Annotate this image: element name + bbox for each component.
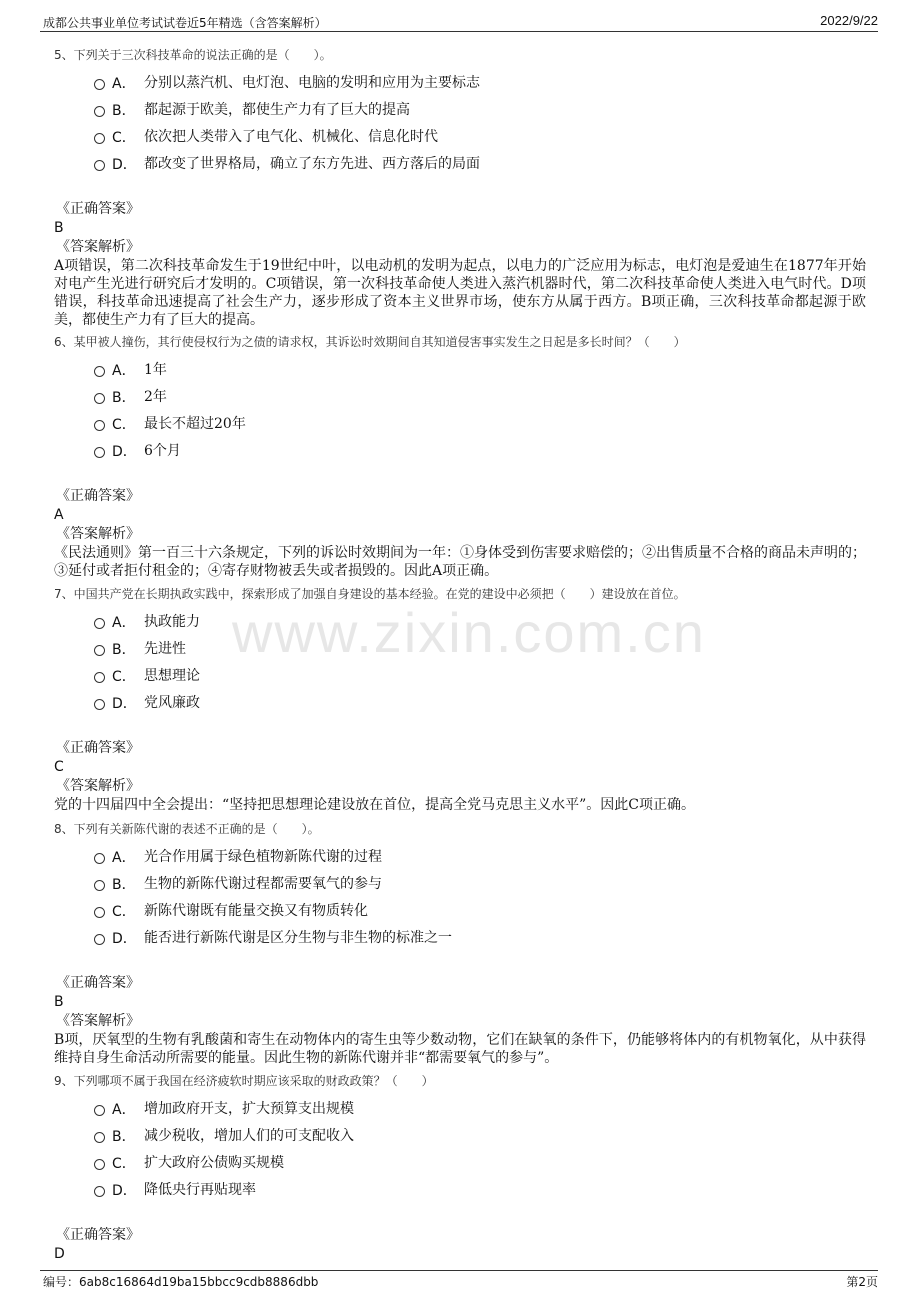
radio-button[interactable] — [94, 79, 105, 90]
option-label: A． — [112, 76, 136, 92]
option-d[interactable] — [54, 1177, 884, 1204]
option-text: 都改变了世界格局，确立了东方先进、西方落后的局面 — [144, 156, 480, 172]
question-text: 9、下列哪项不属于我国在经济疲软时期应该采取的财政政策？（ ） — [54, 1074, 434, 1088]
answer-value: C — [54, 759, 64, 775]
option-d[interactable] — [54, 151, 884, 178]
analysis-heading: 《答案解析》 — [56, 239, 140, 255]
option-text: 思想理论 — [144, 668, 200, 684]
option-label: A． — [112, 363, 136, 379]
option-b[interactable] — [54, 1123, 884, 1150]
option-label: D． — [112, 1183, 137, 1199]
question-9 — [54, 1072, 884, 1264]
radio-button[interactable] — [94, 160, 105, 171]
answer-value: A — [54, 507, 64, 523]
option-c[interactable] — [54, 663, 884, 690]
radio-button[interactable] — [94, 106, 105, 117]
option-c[interactable] — [54, 124, 884, 151]
question-text: 7、中国共产党在长期执政实践中，探索形成了加强自身建设的基本经验。在党的建设中必须把（ ）建设放在首位。 — [54, 587, 686, 601]
question-text: 5、下列关于三次科技革命的说法正确的是（ ）。 — [54, 48, 332, 62]
analysis-heading: 《答案解析》 — [56, 526, 140, 542]
answer-heading: 《正确答案》 — [56, 1227, 140, 1243]
option-c[interactable] — [54, 1150, 884, 1177]
radio-button[interactable] — [94, 672, 105, 683]
question-7 — [54, 585, 884, 814]
option-text: 减少税收，增加人们的可支配收入 — [144, 1128, 354, 1144]
option-text: 光合作用属于绿色植物新陈代谢的过程 — [144, 849, 382, 865]
option-label: C． — [112, 669, 136, 685]
radio-button[interactable] — [94, 934, 105, 945]
analysis-text: 党的十四届四中全会提出：“坚持把思想理论建设放在首位，提高全党马克思主义水平”。因此C项正确。 — [54, 797, 696, 813]
option-a[interactable] — [54, 844, 884, 871]
answer-heading: 《正确答案》 — [56, 975, 140, 991]
option-label: B． — [112, 1129, 136, 1145]
answer-heading: 《正确答案》 — [56, 201, 140, 217]
option-label: B． — [112, 390, 136, 406]
option-label: A． — [112, 850, 136, 866]
question-text: 8、下列有关新陈代谢的表述不正确的是（ ）。 — [54, 822, 320, 836]
option-label: D． — [112, 696, 137, 712]
radio-button[interactable] — [94, 393, 105, 404]
option-b[interactable] — [54, 871, 884, 898]
option-a[interactable] — [54, 357, 884, 384]
option-a[interactable] — [54, 70, 884, 97]
radio-button[interactable] — [94, 1105, 105, 1116]
analysis-text: A项错误，第二次科技革命发生于19世纪中叶，以电动机的发明为起点，以电力的广泛应用为标志，电灯泡是爱迪生在1877年开始对电产生光进行研究后才发明的。C项错误，第一次科技革命使人类进入蒸汽机器时代，第二次科技革命使人类进入电气时代。D项错误，科技革命迅速提高了社会生产力，逐步形成了资本主义世界市场，使东方从属于西方。B项正确，三次科技革命都起源于欧美，都使生产力有了巨大的提高。 — [54, 258, 866, 328]
option-text: 最长不超过20年 — [144, 416, 246, 432]
radio-button[interactable] — [94, 618, 105, 629]
radio-button[interactable] — [94, 853, 105, 864]
option-b[interactable] — [54, 636, 884, 663]
answer-value: B — [54, 220, 64, 236]
option-text: 扩大政府公债购买规模 — [144, 1155, 284, 1171]
radio-button[interactable] — [94, 366, 105, 377]
answer-value: B — [54, 994, 64, 1010]
option-label: D． — [112, 157, 137, 173]
radio-button[interactable] — [94, 420, 105, 431]
option-label: B． — [112, 642, 136, 658]
option-label: C． — [112, 130, 136, 146]
option-label: D． — [112, 444, 137, 460]
option-c[interactable] — [54, 898, 884, 925]
option-a[interactable] — [54, 1096, 884, 1123]
option-d[interactable] — [54, 438, 884, 465]
option-label: A． — [112, 615, 136, 631]
watermark: www.zixin.com.cn — [232, 601, 706, 664]
radio-button[interactable] — [94, 699, 105, 710]
page-number: 第2页 — [846, 1275, 878, 1289]
document-title: 成都公共事业单位考试试卷近5年精选（含答案解析） — [43, 16, 327, 30]
radio-button[interactable] — [94, 1132, 105, 1143]
option-text: 党风廉政 — [144, 695, 200, 711]
option-label: C． — [112, 904, 136, 920]
document-date: 2022/9/22 — [820, 13, 878, 28]
option-text: 分别以蒸汽机、电灯泡、电脑的发明和应用为主要标志 — [144, 75, 480, 91]
option-label: C． — [112, 417, 136, 433]
radio-button[interactable] — [94, 1186, 105, 1197]
option-text: 6个月 — [144, 443, 181, 459]
option-text: 生物的新陈代谢过程都需要氧气的参与 — [144, 876, 382, 892]
analysis-text: 《民法通则》第一百三十六条规定，下列的诉讼时效期间为一年：①身体受到伤害要求赔偿的；②出售质量不合格的商品未声明的；③延付或者拒付租金的；④寄存财物被丢失或者损毁的。因此A项正确。 — [54, 545, 866, 579]
option-label: D． — [112, 931, 137, 947]
option-text: 能否进行新陈代谢是区分生物与非生物的标准之一 — [144, 930, 452, 946]
analysis-heading: 《答案解析》 — [56, 778, 140, 794]
option-text: 依次把人类带入了电气化、机械化、信息化时代 — [144, 129, 438, 145]
question-6 — [54, 333, 884, 580]
header-divider — [40, 31, 878, 32]
question-text: 6、某甲被人撞伤，其行使侵权行为之债的请求权，其诉讼时效期间自其知道侵害事实发生之日起是多长时间？（ ） — [54, 335, 686, 349]
answer-value: D — [54, 1246, 65, 1262]
radio-button[interactable] — [94, 447, 105, 458]
option-text: 1年 — [144, 362, 167, 378]
question-8 — [54, 820, 884, 1067]
answer-heading: 《正确答案》 — [56, 740, 140, 756]
answer-heading: 《正确答案》 — [56, 488, 140, 504]
option-b[interactable] — [54, 97, 884, 124]
option-b[interactable] — [54, 384, 884, 411]
footer-divider — [40, 1270, 878, 1271]
question-5 — [54, 46, 884, 329]
option-text: 2年 — [144, 389, 167, 405]
document-code: 编号：6ab8c16864d19ba15bbcc9cdb8886dbb — [43, 1275, 319, 1289]
radio-button[interactable] — [94, 907, 105, 918]
radio-button[interactable] — [94, 133, 105, 144]
page-header — [40, 10, 878, 32]
option-text: 都起源于欧美，都使生产力有了巨大的提高 — [144, 102, 410, 118]
option-label: B． — [112, 877, 136, 893]
radio-button[interactable] — [94, 880, 105, 891]
analysis-text: B项，厌氧型的生物有乳酸菌和寄生在动物体内的寄生虫等少数动物，它们在缺氧的条件下，仍能够将体内的有机物氧化，从中获得维持自身生命活动所需要的能量。因此生物的新陈代谢并非“都需要氧气的参与”。 — [54, 1032, 866, 1066]
radio-button[interactable] — [94, 645, 105, 656]
option-label: A． — [112, 1102, 136, 1118]
option-c[interactable] — [54, 411, 884, 438]
option-text: 降低央行再贴现率 — [144, 1182, 256, 1198]
option-text: 增加政府开支，扩大预算支出规模 — [144, 1101, 354, 1117]
page-footer — [40, 1270, 878, 1296]
option-text: 先进性 — [144, 641, 186, 657]
option-text: 新陈代谢既有能量交换又有物质转化 — [144, 903, 368, 919]
option-label: C． — [112, 1156, 136, 1172]
radio-button[interactable] — [94, 1159, 105, 1170]
option-label: B． — [112, 103, 136, 119]
option-d[interactable] — [54, 925, 884, 952]
analysis-heading: 《答案解析》 — [56, 1013, 140, 1029]
option-text: 执政能力 — [144, 614, 200, 630]
option-a[interactable] — [54, 609, 884, 636]
option-d[interactable] — [54, 690, 884, 717]
